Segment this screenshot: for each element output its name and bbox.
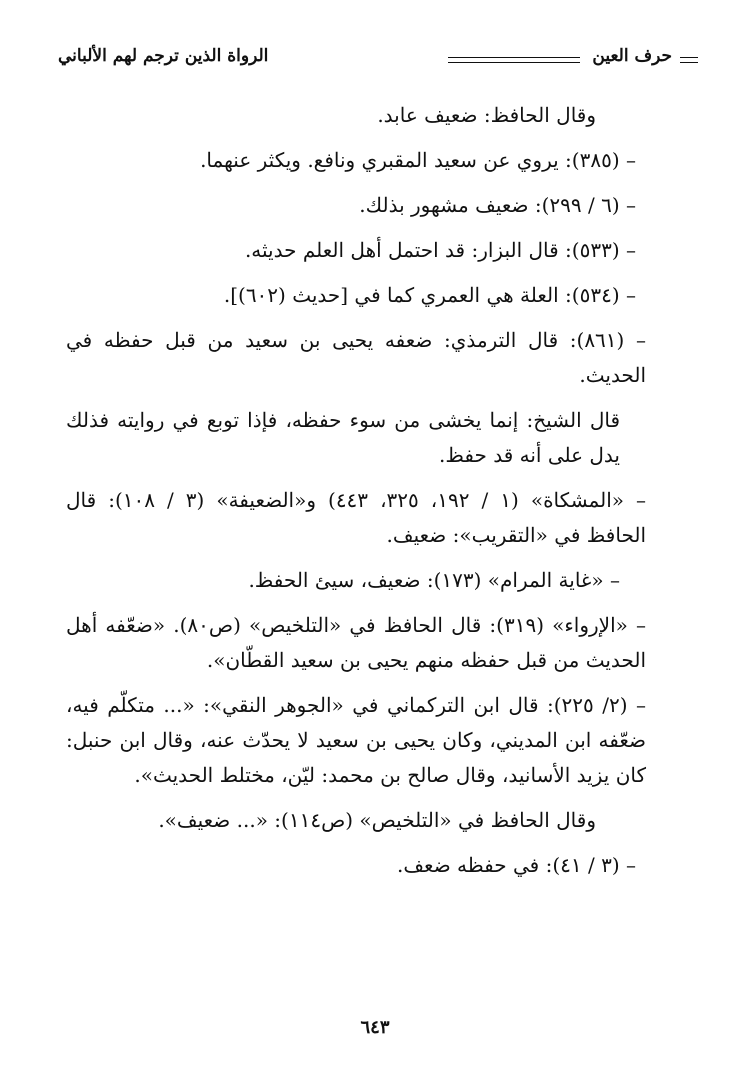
- running-header: [58, 44, 698, 74]
- paragraph-shaykh: قال الشيخ: إنما يخشى من سوء حفظه، فإذا توبع في روايته فذلك يدل على أنه قد حفظ.: [66, 408, 620, 467]
- entry-533: – (٥٣٣): قال البزار: قد احتمل أهل العلم حديثه.: [244, 238, 636, 262]
- entry-ghayat-al-maram: – «غاية المرام» (١٧٣): ضعيف، سيئ الحفظ.: [248, 568, 620, 592]
- chapter-title: حرف العين: [592, 46, 672, 66]
- header-rule-right: [680, 57, 698, 63]
- entry-mishkat: – «المشكاة» (١ / ١٩٢، ٣٢٥، ٤٤٣) و«الضعيفة» (٣ / ١٠٨): قال الحافظ في «التقريب»: ضعيف.: [66, 488, 647, 547]
- entry-385: – (٣٨٥): يروي عن سعيد المقبري ونافع. ويكثر عنهما.: [200, 148, 636, 172]
- header-rule-middle: [448, 57, 580, 63]
- paragraph-talkhis: وقال الحافظ في «التلخيص» (ص١١٤): «... ضعيف».: [158, 808, 596, 832]
- entry-3-41: – (٣ / ٤١): في حفظه ضعف.: [396, 853, 636, 877]
- entry-6-299: – (٦ / ٢٩٩): ضعيف مشهور بذلك.: [359, 193, 636, 217]
- entry-534: – (٥٣٤): العلة هي العمري كما في [حديث (٦٠٢)].: [223, 283, 636, 307]
- entry-irwa: – «الإرواء» (٣١٩): قال الحافظ في «التلخيص» (ص٨٠). «ضعّفه أهل الحديث من قبل حفظه منهم يحيى بن سعيد القطّان».: [66, 613, 646, 672]
- page-number: ٦٤٣: [360, 1017, 390, 1038]
- page-body: [66, 98, 646, 893]
- entry-861: – (٨٦١): قال الترمذي: ضعفه يحيى بن سعيد من قبل حفظه في الحديث.: [66, 328, 646, 387]
- paragraph-hafiz-abid: وقال الحافظ: ضعيف عابد.: [377, 103, 596, 127]
- entry-2-225: – (٢/ ٢٢٥): قال ابن التركماني في «الجوهر النقي»: «... متكلّم فيه، ضعّفه ابن المديني، وكان يحيى بن سعيد لا يحدّث عنه، وقال ابن حنبل: كان يزيد الأسانيد، وقال صالح بن محمد: ليّن، مختلط الحديث».: [66, 693, 646, 787]
- book-title: الرواة الذين ترجم لهم الألباني: [58, 46, 269, 66]
